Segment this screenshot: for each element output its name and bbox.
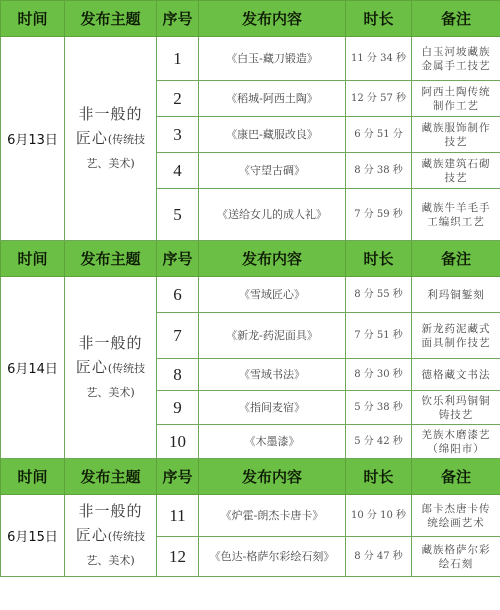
header-row bbox=[1, 241, 500, 277]
theme-line2-note: (传统技 bbox=[107, 361, 146, 375]
theme-line2-main: 匠心 bbox=[75, 128, 108, 147]
header-content: 发布内容 bbox=[199, 1, 346, 37]
row-number: 8 bbox=[157, 359, 199, 391]
theme-cell bbox=[65, 277, 157, 459]
row-number: 7 bbox=[157, 313, 199, 359]
header-row bbox=[1, 1, 500, 37]
date-cell: 6月13日 bbox=[1, 37, 65, 241]
row-duration: 5 分 42 秒 bbox=[346, 425, 412, 459]
row-duration: 7 分 59 秒 bbox=[346, 189, 412, 241]
row-number: 11 bbox=[157, 495, 199, 537]
row-number: 2 bbox=[157, 81, 199, 117]
row-duration: 10 分 10 秒 bbox=[346, 495, 412, 537]
row-note: 藏族牛羊毛手工编织工艺 bbox=[412, 189, 500, 241]
row-content: 《康巴-藏服改良》 bbox=[199, 117, 346, 153]
theme-line2-note: (传统技 bbox=[107, 529, 146, 543]
table-row bbox=[1, 37, 500, 81]
row-number: 3 bbox=[157, 117, 199, 153]
theme-line1: 非一般的 bbox=[78, 104, 143, 123]
theme-cell bbox=[65, 37, 157, 241]
row-number: 1 bbox=[157, 37, 199, 81]
header-number: 序号 bbox=[157, 459, 199, 495]
row-note: 藏族服饰制作技艺 bbox=[412, 117, 500, 153]
row-note: 新龙药泥藏式面具制作技艺 bbox=[412, 313, 500, 359]
row-content: 《色达-格萨尔彩绘石刻》 bbox=[199, 537, 346, 577]
row-duration: 8 分 38 秒 bbox=[346, 153, 412, 189]
theme-line1: 非一般的 bbox=[78, 333, 143, 352]
row-duration: 5 分 38 秒 bbox=[346, 391, 412, 425]
theme-line3: 艺、美术) bbox=[86, 385, 135, 399]
header-time: 时间 bbox=[1, 1, 65, 37]
row-duration: 7 分 51 秒 bbox=[346, 313, 412, 359]
table-row bbox=[1, 495, 500, 537]
row-note: 钦乐利玛铜铜铸技艺 bbox=[412, 391, 500, 425]
row-number: 4 bbox=[157, 153, 199, 189]
row-content: 《新龙-药泥面具》 bbox=[199, 313, 346, 359]
row-content: 《雪域匠心》 bbox=[199, 277, 346, 313]
row-duration: 8 分 55 秒 bbox=[346, 277, 412, 313]
row-duration: 8 分 30 秒 bbox=[346, 359, 412, 391]
row-note: 藏族建筑石砌技艺 bbox=[412, 153, 500, 189]
row-number: 5 bbox=[157, 189, 199, 241]
row-content: 《白玉-藏刀锻造》 bbox=[199, 37, 346, 81]
row-note: 利玛铜錾刻 bbox=[412, 277, 500, 313]
theme-line1: 非一般的 bbox=[78, 501, 143, 520]
row-duration: 8 分 47 秒 bbox=[346, 537, 412, 577]
row-content: 《炉霍-朗杰卡唐卡》 bbox=[199, 495, 346, 537]
theme-line3: 艺、美术) bbox=[86, 553, 135, 567]
header-row bbox=[1, 459, 500, 495]
row-number: 6 bbox=[157, 277, 199, 313]
row-number: 9 bbox=[157, 391, 199, 425]
header-content: 发布内容 bbox=[199, 459, 346, 495]
theme-line2-main: 匠心 bbox=[75, 525, 108, 544]
row-content: 《木墨漆》 bbox=[199, 425, 346, 459]
row-content: 《指间麦宿》 bbox=[199, 391, 346, 425]
header-time: 时间 bbox=[1, 459, 65, 495]
header-duration: 时长 bbox=[346, 241, 412, 277]
row-note: 阿西土陶传统制作工艺 bbox=[412, 81, 500, 117]
header-theme: 发布主题 bbox=[65, 1, 157, 37]
row-number: 12 bbox=[157, 537, 199, 577]
header-note: 备注 bbox=[412, 1, 500, 37]
row-number: 10 bbox=[157, 425, 199, 459]
header-duration: 时长 bbox=[346, 1, 412, 37]
date-cell: 6月14日 bbox=[1, 277, 65, 459]
theme-line3: 艺、美术) bbox=[86, 156, 135, 170]
header-theme: 发布主题 bbox=[65, 459, 157, 495]
header-content: 发布内容 bbox=[199, 241, 346, 277]
header-number: 序号 bbox=[157, 1, 199, 37]
theme-cell bbox=[65, 495, 157, 577]
row-duration: 11 分 34 秒 bbox=[346, 37, 412, 81]
row-content: 《稻城-阿西土陶》 bbox=[199, 81, 346, 117]
row-note: 羌族木磨漆艺（绵阳市） bbox=[412, 425, 500, 459]
row-note: 德格藏文书法 bbox=[412, 359, 500, 391]
row-duration: 6 分 51 分 bbox=[346, 117, 412, 153]
row-note: 郎卡杰唐卡传统绘画艺术 bbox=[412, 495, 500, 537]
row-note: 白玉河坡藏族金属手工技艺 bbox=[412, 37, 500, 81]
header-duration: 时长 bbox=[346, 459, 412, 495]
row-duration: 12 分 57 秒 bbox=[346, 81, 412, 117]
row-content: 《送给女儿的成人礼》 bbox=[199, 189, 346, 241]
row-content: 《雪域书法》 bbox=[199, 359, 346, 391]
header-note: 备注 bbox=[412, 459, 500, 495]
row-note: 藏族格萨尔彩绘石刻 bbox=[412, 537, 500, 577]
header-note: 备注 bbox=[412, 241, 500, 277]
table-row bbox=[1, 277, 500, 313]
theme-line2-note: (传统技 bbox=[107, 132, 146, 146]
theme-line2-main: 匠心 bbox=[75, 357, 108, 376]
date-cell: 6月15日 bbox=[1, 495, 65, 577]
header-number: 序号 bbox=[157, 241, 199, 277]
header-theme: 发布主题 bbox=[65, 241, 157, 277]
header-time: 时间 bbox=[1, 241, 65, 277]
row-content: 《守望古碉》 bbox=[199, 153, 346, 189]
